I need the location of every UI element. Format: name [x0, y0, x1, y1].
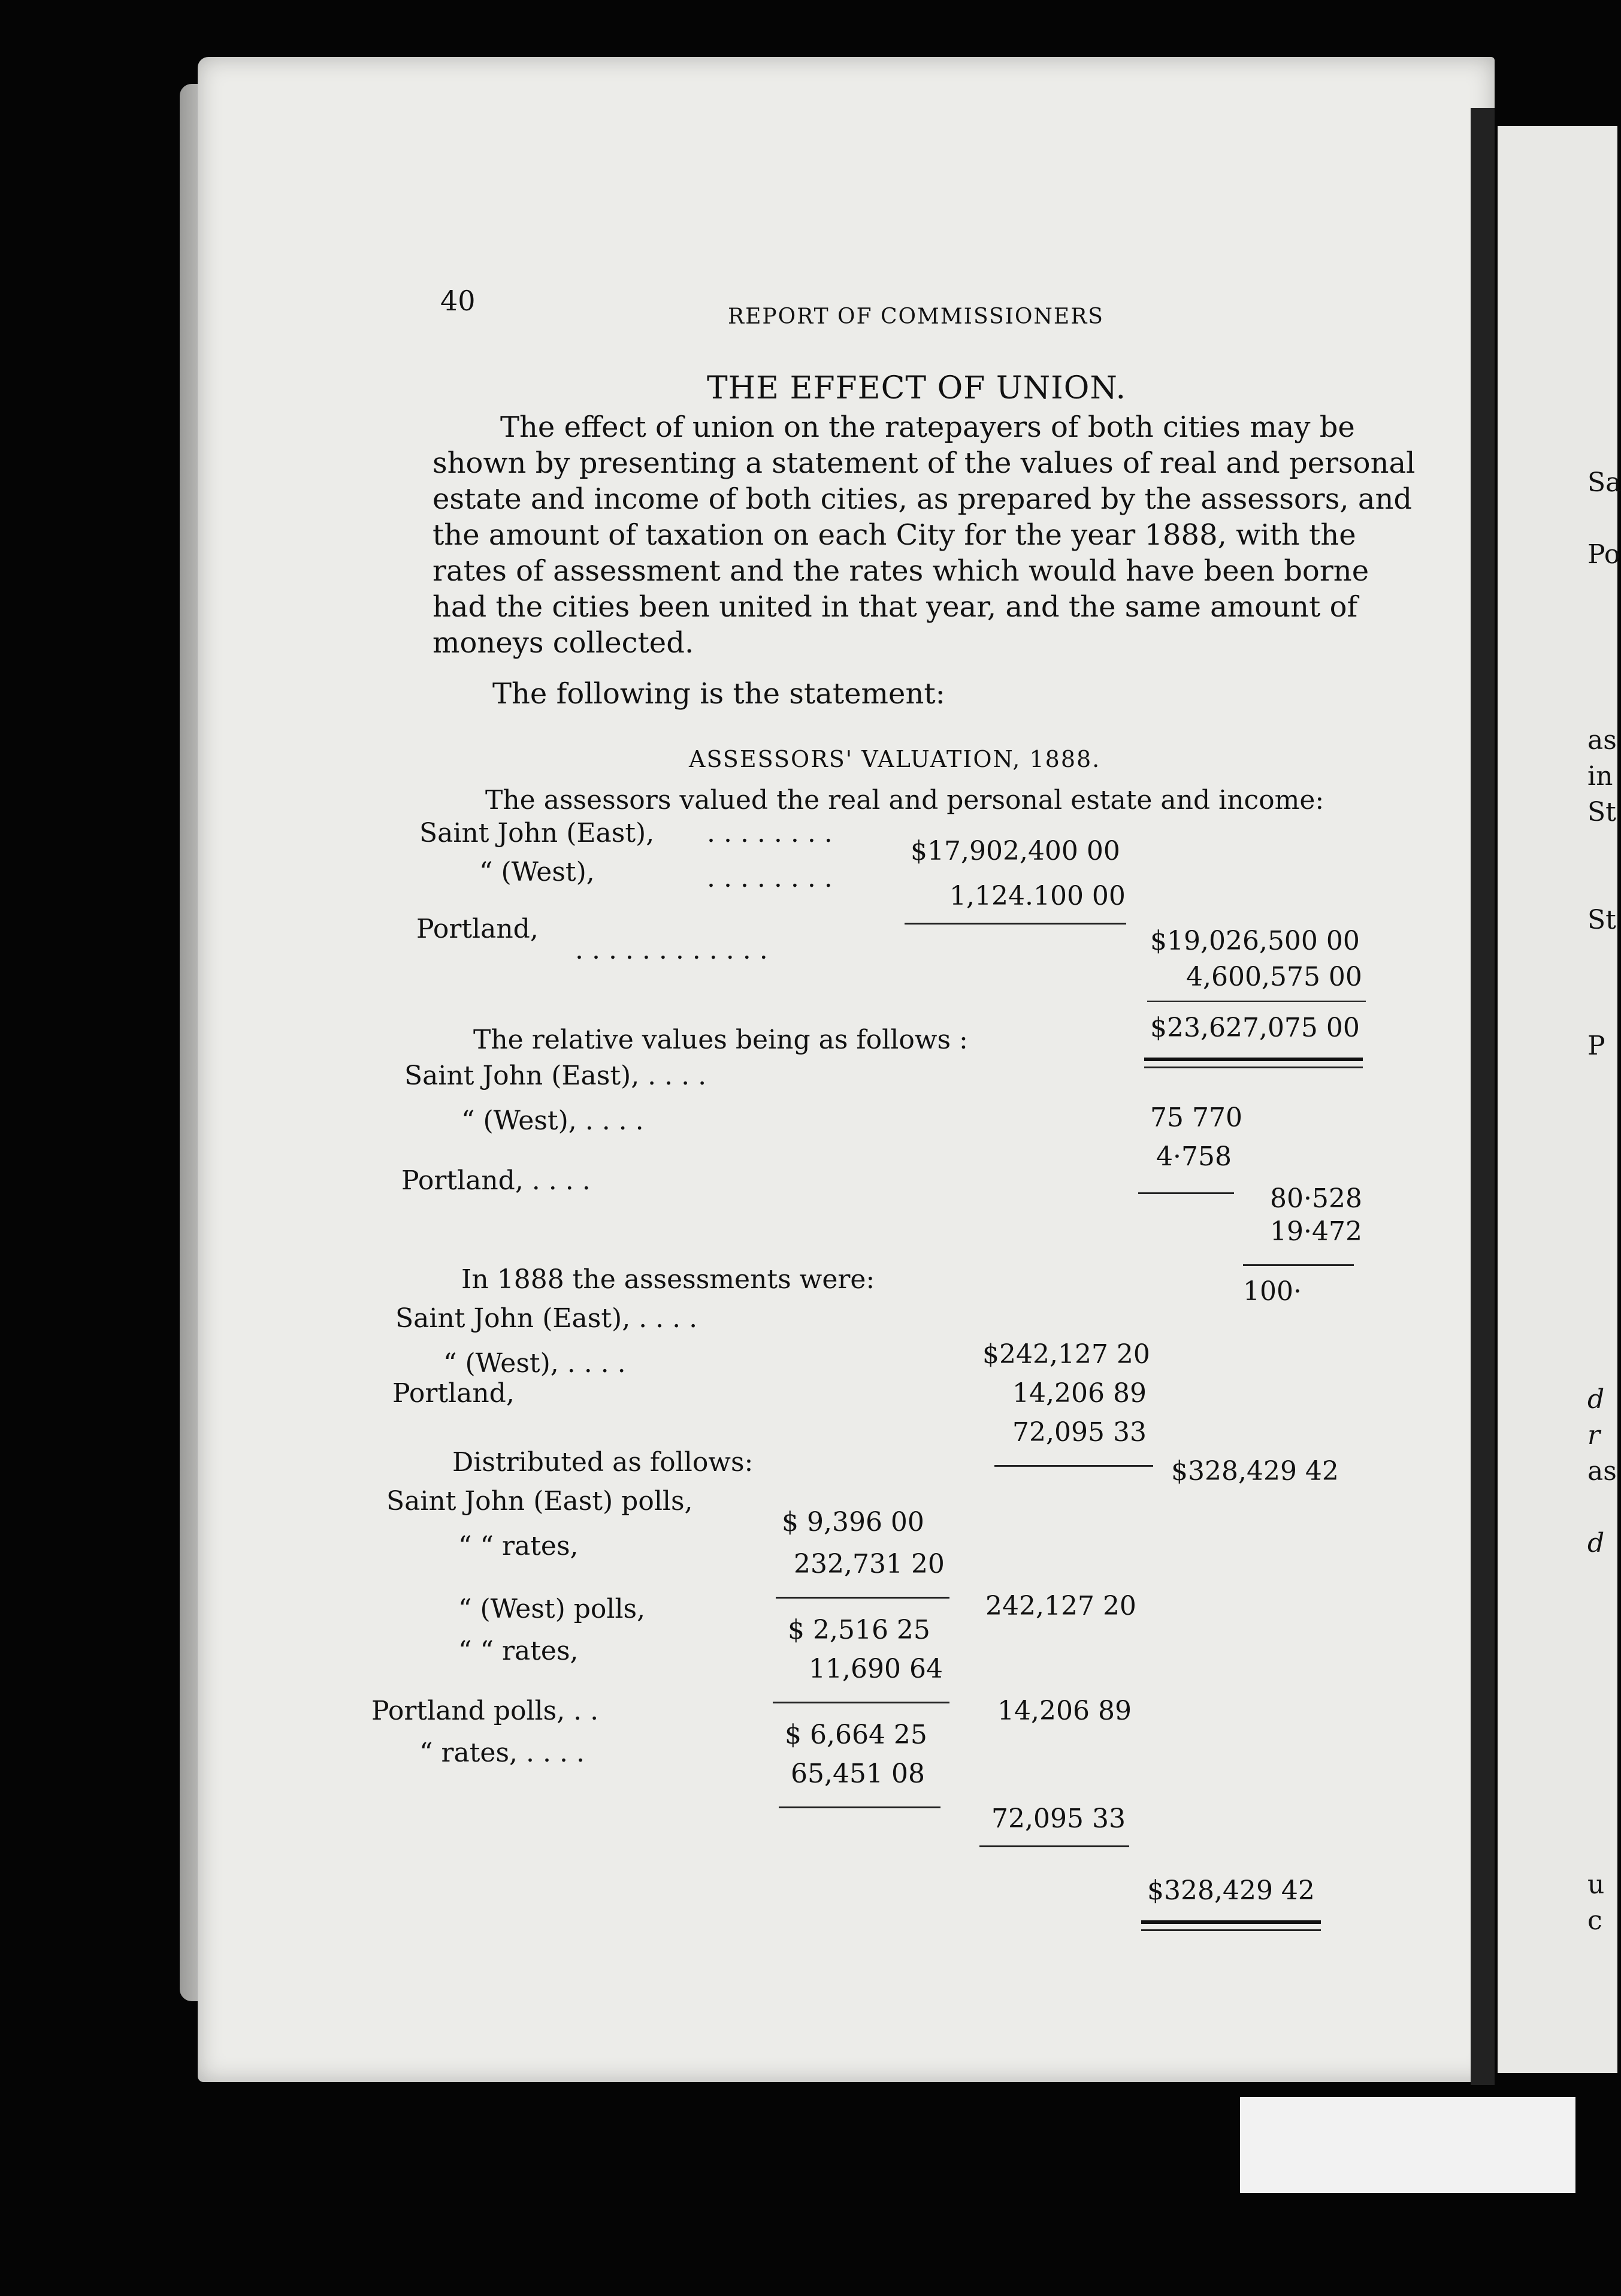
- facing-fragment: c: [1587, 1905, 1602, 1936]
- distribution-lead: Distributed as follows:: [452, 1447, 754, 1478]
- distribution-polls: $ 9,396 00: [782, 1507, 924, 1537]
- assessment-row-label: Saint John (East), . . . .: [395, 1303, 698, 1334]
- rule: [776, 1597, 949, 1599]
- running-head: REPORT OF COMMISSIONERS: [728, 304, 1104, 329]
- relative-subtotal: 80·528: [1270, 1183, 1362, 1214]
- valuation-row-dots: . . . . . . . .: [707, 863, 833, 893]
- facing-fragment: St: [1587, 797, 1616, 827]
- facing-fragment: d: [1587, 1384, 1605, 1415]
- distribution-polls: $ 6,664 25: [785, 1720, 927, 1750]
- distribution-polls: $ 2,516 25: [788, 1615, 930, 1645]
- distribution-sum: 14,206 89: [997, 1696, 1132, 1726]
- distribution-rates: 65,451 08: [791, 1759, 925, 1789]
- relative-total: 100·: [1243, 1276, 1302, 1307]
- assessment-row-amount: $242,127 20: [982, 1339, 1150, 1370]
- distribution-label: “ (West) polls,: [458, 1594, 646, 1624]
- relative-row-label: “ (West), . . . .: [461, 1105, 644, 1136]
- valuation-total: $23,627,075 00: [1150, 1013, 1360, 1043]
- valuation-row-dots: . . . . . . . .: [707, 818, 833, 848]
- valuation-row-label: “ (West),: [479, 857, 595, 887]
- relative-row-label: Saint John (East), . . . .: [404, 1061, 707, 1091]
- distribution-sum: 242,127 20: [985, 1591, 1136, 1621]
- page-number: 40: [440, 285, 476, 317]
- valuation-lead: The assessors valued the real and personal estate and income:: [485, 785, 1324, 815]
- distribution-label: “ “ rates,: [458, 1531, 579, 1561]
- relative-row-label: Portland, . . . .: [401, 1165, 591, 1196]
- facing-fragment: St: [1587, 905, 1616, 935]
- intro-line: had the cities been united in that year, and the same amount of: [433, 590, 1358, 624]
- valuation-portland: 4,600,575 00: [1186, 962, 1362, 992]
- distribution-label: Portland polls, . .: [371, 1696, 599, 1726]
- relative-row-value: 75 770: [1150, 1102, 1242, 1133]
- distribution-label: Saint John (East) polls,: [386, 1486, 693, 1516]
- facing-fragment: as: [1587, 1456, 1617, 1487]
- intro-line: the amount of taxation on each City for the year 1888, with the: [433, 518, 1356, 552]
- rule: [979, 1845, 1129, 1847]
- rule: [779, 1806, 940, 1808]
- facing-page: [1498, 126, 1621, 2073]
- rule: [994, 1465, 1153, 1467]
- double-rule: [1141, 1920, 1321, 1924]
- assessment-row-amount: 14,206 89: [1012, 1378, 1147, 1409]
- valuation-row-amount: 1,124.100 00: [949, 881, 1126, 911]
- assessment-row-label: “ (West), . . . .: [443, 1348, 626, 1379]
- facing-fragment: as: [1587, 725, 1617, 756]
- distribution-label: “ rates, . . . .: [419, 1738, 585, 1768]
- valuation-heading: ASSESSORS' VALUATION, 1888.: [689, 746, 1101, 772]
- intro-line: shown by presenting a statement of the values of real and personal: [433, 446, 1416, 480]
- valuation-row-label: Portland,: [416, 914, 539, 944]
- rule: [1138, 1192, 1234, 1194]
- facing-fragment: d: [1587, 1528, 1605, 1558]
- relative-lead: The relative values being as follows :: [473, 1025, 968, 1055]
- rule: [1243, 1264, 1354, 1266]
- rule: [1147, 1001, 1366, 1002]
- paper-strip: [1240, 2097, 1575, 2193]
- book-gutter: [1471, 108, 1495, 2085]
- intro-line: estate and income of both cities, as prepared by the assessors, and: [433, 482, 1413, 516]
- assessment-row-label: Portland,: [392, 1378, 515, 1409]
- distribution-sum: 72,095 33: [991, 1803, 1126, 1834]
- double-rule: [1144, 1067, 1363, 1068]
- valuation-row-amount: $17,902,400 00: [911, 836, 1120, 866]
- distribution-rates: 11,690 64: [809, 1654, 943, 1684]
- rule: [905, 923, 1126, 925]
- facing-fragment: P: [1587, 1031, 1605, 1061]
- valuation-subtotal: $19,026,500 00: [1150, 926, 1360, 956]
- intro-line: moneys collected.: [433, 626, 694, 660]
- intro-line: rates of assessment and the rates which would have been borne: [433, 554, 1369, 588]
- double-rule: [1144, 1058, 1363, 1061]
- facing-fragment: in: [1587, 761, 1613, 791]
- rule: [773, 1702, 949, 1703]
- distribution-rates: 232,731 20: [794, 1549, 945, 1579]
- valuation-row-dots: . . . . . . . . . . . .: [575, 935, 768, 965]
- distribution-label: “ “ rates,: [458, 1636, 579, 1666]
- double-rule: [1141, 1929, 1321, 1931]
- relative-portland: 19·472: [1270, 1216, 1362, 1247]
- valuation-row-label: Saint John (East),: [419, 818, 655, 848]
- facing-fragment: u: [1587, 1869, 1605, 1900]
- intro-line: The effect of union on the ratepayers of both cities may be: [500, 410, 1355, 444]
- facing-fragment: Po: [1587, 539, 1620, 570]
- facing-fragment: r: [1587, 1420, 1601, 1451]
- assessment-row-amount: 72,095 33: [1012, 1417, 1147, 1448]
- assessments-lead: In 1888 the assessments were:: [461, 1264, 875, 1295]
- page-title: THE EFFECT OF UNION.: [707, 370, 1127, 406]
- following-line: The following is the statement:: [492, 677, 945, 711]
- facing-fragment: Sa: [1587, 467, 1621, 498]
- relative-row-value: 4·758: [1156, 1141, 1232, 1172]
- assessments-total: $328,429 42: [1171, 1456, 1339, 1487]
- distribution-grand-total: $328,429 42: [1147, 1875, 1315, 1906]
